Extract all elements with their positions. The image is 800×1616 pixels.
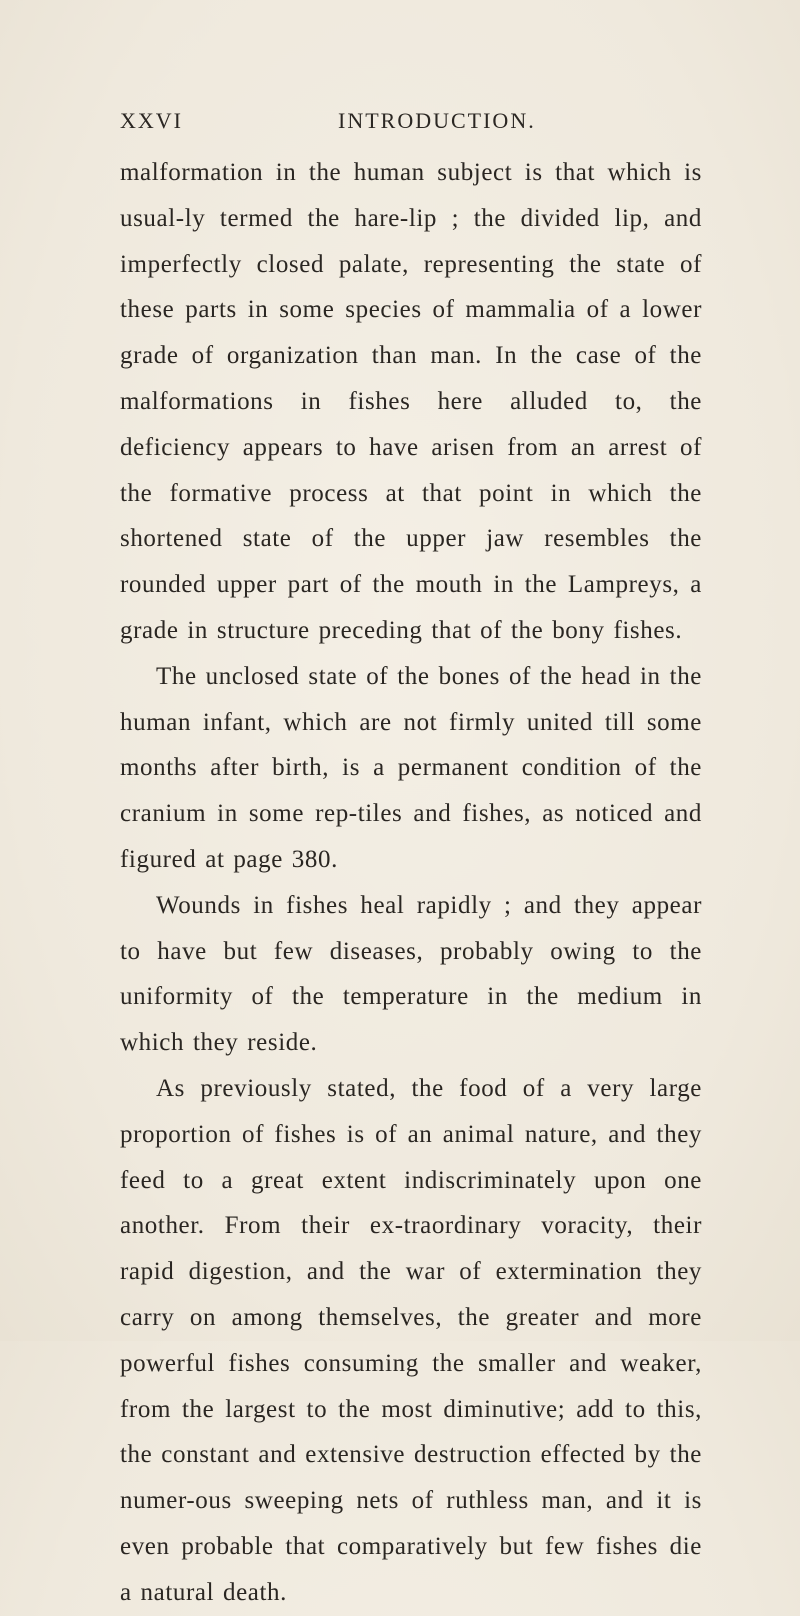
paragraph-unclosed-bones: The unclosed state of the bones of the head in the human infant, which are not firmly united till some months after birth, is a permanent condition of the cranium in some rep-tiles and fishes, as noticed and figured at page 380. [120, 662, 702, 873]
body-text [120, 150, 702, 1616]
running-title: INTRODUCTION. [338, 108, 536, 133]
paragraph-malformation: malformation in the human subject is that which is usual-ly termed the hare-lip ; the divided lip, and imperfectly closed palate, representing the state of these parts in some species of mammalia of a lower grade of organization than man. In the case of the malformations in fishes here alluded to, the deficiency appears to have arisen from an arrest of the formative process at that point in which the shortened state of the upper jaw resembles the rounded upper part of the mouth in the Lampreys, a grade in structure preceding that of the bony fishes. [120, 159, 702, 644]
paragraph-food: As previously stated, the food of a very large proportion of fishes is of an animal nature, and they feed to a great extent indiscriminately upon one another. From their ex-traordinary voracity, their rapid digestion, and the war of extermination they carry on among themselves, the greater and more powerful fishes consuming the smaller and weaker, from the largest to the most diminutive; add to this, the constant and extensive destruction effected by the numer-ous sweeping nets of ruthless man, and it is even probable that comparatively but few fishes die a natural death. [120, 1074, 702, 1606]
paragraph-wounds: Wounds in fishes heal rapidly ; and they appear to have but few diseases, probably owing to the uniformity of the temperature in the medium in which they reside. [120, 891, 702, 1057]
page-number: XXVI [120, 108, 183, 133]
running-head [120, 108, 700, 138]
